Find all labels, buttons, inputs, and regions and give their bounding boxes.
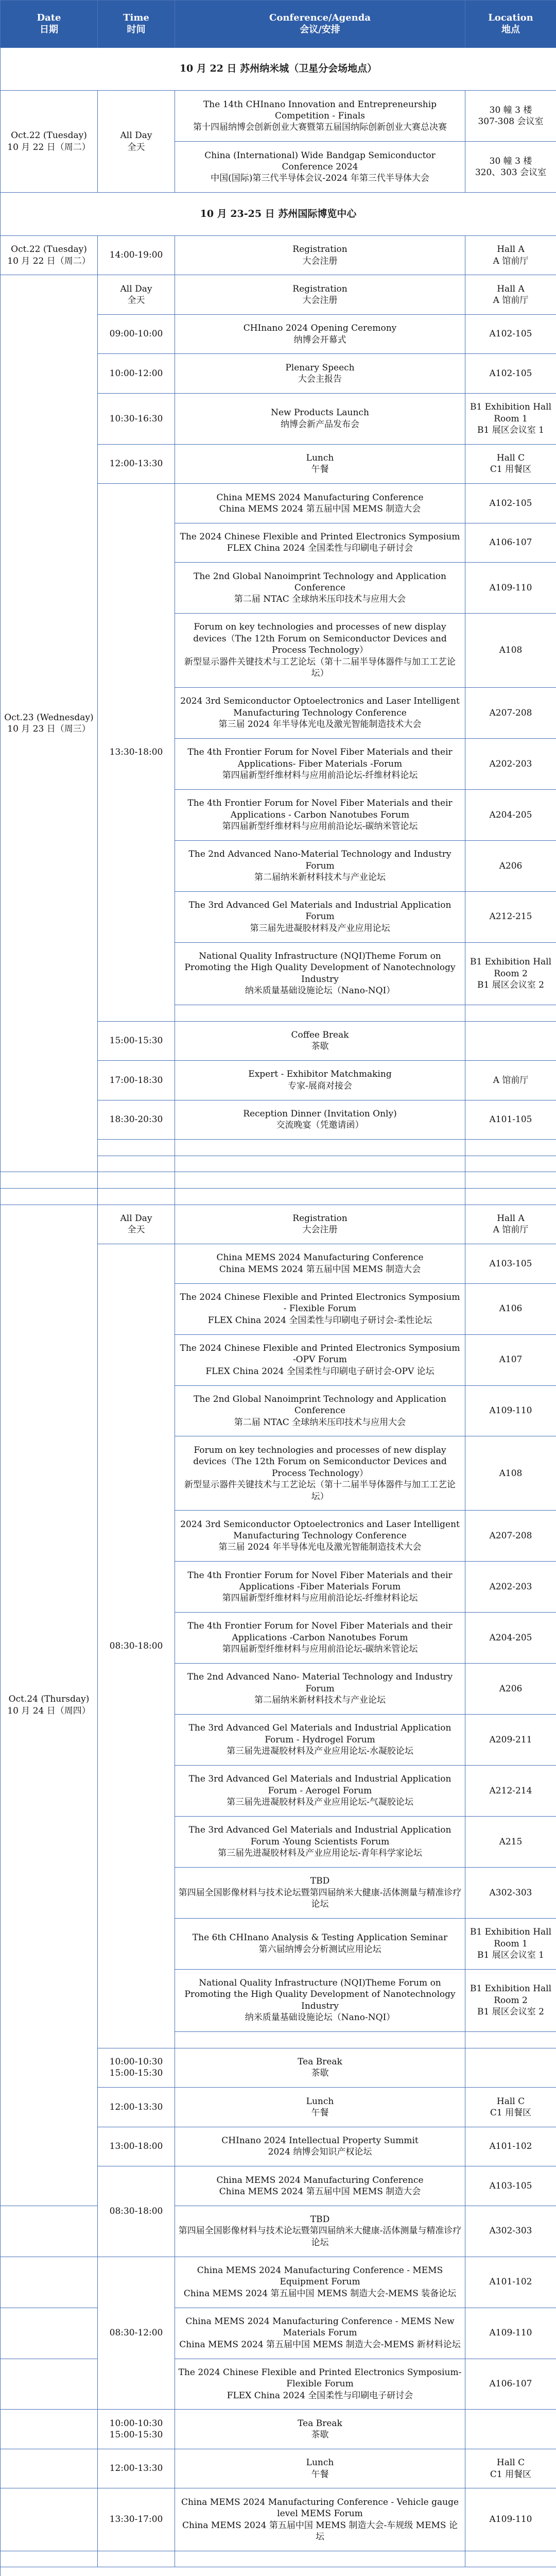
conference-cell [175, 1156, 465, 1172]
conference-cell [175, 1172, 465, 1189]
time-cell: 13:00-18:00 [98, 2127, 175, 2166]
location-cell: A212-215 [465, 891, 556, 942]
location-cell: Hall C C1 用餐区 [465, 2088, 556, 2127]
time-cell: 14:00-19:00 [98, 235, 175, 275]
time-cell: 13:30-17:00 [98, 2488, 175, 2551]
location-cell: A204-205 [465, 789, 556, 840]
conference-cell: China MEMS 2024 Manufacturing Conference - MEMS Equipment Forum China MEMS 2024 第五届中国 MEMS 制造大会-MEMS 装备论坛 [175, 2257, 465, 2308]
table-row [1, 1205, 556, 1244]
conference-cell: The 2nd Global Nanoimprint Technology and Application Conference 第二届 NTAC 全球纳米压印技术与应用大会 [175, 563, 465, 614]
table-header [1, 1, 556, 48]
conference-cell: The 3rd Advanced Gel Materials and Industrial Application Forum -Young Scientists Forum 第三届先进凝胶材料及产业应用论坛-青年科学家论坛 [175, 1816, 465, 1867]
location-cell: A101-105 [465, 1100, 556, 1140]
conference-cell: China MEMS 2024 Manufacturing Conference China MEMS 2024 第五届中国 MEMS 制造大会 [175, 2166, 465, 2206]
location-cell: A109-110 [465, 2308, 556, 2359]
header-time: Time 时间 [98, 1, 175, 48]
location-cell: A109-110 [465, 563, 556, 614]
date-cell [1, 2410, 98, 2449]
time-cell [98, 1189, 175, 1205]
conference-cell [175, 2032, 465, 2048]
table-row [1, 1189, 556, 1205]
time-cell [98, 2551, 175, 2567]
location-cell: A102-105 [465, 354, 556, 394]
location-cell: A106-107 [465, 523, 556, 563]
section-header [1, 193, 556, 236]
location-cell [465, 2032, 556, 2048]
location-cell: A302-303 [465, 1867, 556, 1918]
time-cell: 15:00-15:30 [98, 1021, 175, 1061]
conference-cell: Plenary Speech 大会主报告 [175, 354, 465, 394]
location-cell: B1 Exhibition Hall Room 2 B1 展区会议室 2 [465, 1969, 556, 2031]
conference-cell [175, 2551, 465, 2567]
date-cell: Oct.22 (Tuesday) 10 月 22 日（周二） [1, 235, 98, 275]
table-row [1, 2257, 556, 2308]
table-row [1, 235, 556, 275]
date-cell [1, 2449, 98, 2488]
date-cell [1, 2359, 98, 2410]
date-cell [1, 2206, 98, 2257]
table-row [1, 2488, 556, 2551]
location-cell [465, 2410, 556, 2449]
location-cell: Hall C C1 用餐区 [465, 2449, 556, 2488]
time-cell: 18:30-20:30 [98, 1100, 175, 1140]
table-row [1, 2551, 556, 2567]
conference-cell: Lunch 午餐 [175, 2449, 465, 2488]
conference-cell: Expert - Exhibitor Matchmaking 专家-展商对接会 [175, 1061, 465, 1100]
time-cell: 12:00-13:30 [98, 2449, 175, 2488]
time-cell: 08:30-12:00 [98, 2257, 175, 2410]
conference-cell: The 2024 Chinese Flexible and Printed Electronics Symposium- Flexible Forum FLEX China 2024 全国柔性与印刷电子研讨会 [175, 2359, 465, 2410]
location-cell: A202-203 [465, 738, 556, 789]
location-cell: A209-211 [465, 1715, 556, 1766]
conference-cell: China MEMS 2024 Manufacturing Conference - Vehicle gauge level MEMS Forum China MEMS 2024 第五届中国 MEMS 制造大会-车规级 MEMS 论坛 [175, 2488, 465, 2551]
location-cell [465, 1021, 556, 1061]
location-cell: A207-208 [465, 1511, 556, 1562]
conference-cell: The 6th CHInano Analysis & Testing Application Seminar 第六届纳博会分析测试应用论坛 [175, 1918, 465, 1969]
conference-cell: National Quality Infrastructure (NQI)Theme Forum on Promoting the High Quality Development of Nanotechnology Industry 纳米质量基础设施论坛（Nano-NQI） [175, 1969, 465, 2031]
conference-cell: The 3rd Advanced Gel Materials and Industrial Application Forum - Aerogel Forum 第三届先进凝胶材料及产业应用论坛-气凝胶论坛 [175, 1765, 465, 1816]
conference-cell: The 3rd Advanced Gel Materials and Industrial Application Forum - Hydrogel Forum 第三届先进凝胶材料及产业应用论坛-水凝胶论坛 [175, 1715, 465, 1766]
time-cell: 08:30-18:00 [98, 2166, 175, 2257]
conference-cell [175, 1189, 465, 1205]
location-cell: A202-203 [465, 1562, 556, 1613]
conference-cell: CHInano 2024 Opening Ceremony 纳博会开幕式 [175, 314, 465, 354]
time-cell: 10:00-10:30 15:00-15:30 [98, 2048, 175, 2088]
location-cell: A109-110 [465, 2488, 556, 2551]
conference-cell: 2024 3rd Semiconductor Optoelectronics and Laser Intelligent Manufacturing Technology Conference 第三届 2024 年半导体光电及激光智能制造技术大会 [175, 1511, 465, 1562]
location-cell [465, 2551, 556, 2567]
table-row [1, 275, 556, 315]
conference-cell: Forum on key technologies and processes of new display devices（The 12th Forum on Semiconductor Devices and Process Technology） 新型显示器件关键技术与工艺论坛（第十二届半导体器件与加工工艺论坛） [175, 1436, 465, 1511]
conference-cell: The 2024 Chinese Flexible and Printed Electronics Symposium FLEX China 2024 全国柔性与印刷电子研讨会 [175, 523, 465, 563]
conference-cell: The 3rd Advanced Gel Materials and Industrial Application Forum 第三届先进凝胶材料及产业应用论坛 [175, 891, 465, 942]
conference-cell: The 4th Frontier Forum for Novel Fiber Materials and their Applications -Fiber Materials Forum 第四届新型纤维材料与应用前沿论坛-纤维材料论坛 [175, 1562, 465, 1613]
location-cell: A101-102 [465, 2127, 556, 2166]
section-title [1, 2567, 556, 2576]
conference-cell: Coffee Break 茶歇 [175, 1021, 465, 1061]
conference-cell: Reception Dinner (Invitation Only) 交流晚宴（凭邀请函） [175, 1100, 465, 1140]
location-cell: A212-214 [465, 1765, 556, 1816]
location-cell [465, 1156, 556, 1172]
time-cell: 12:00-13:30 [98, 2088, 175, 2127]
conference-cell: The 2024 Chinese Flexible and Printed Electronics Symposium - Flexible Forum FLEX China 2024 全国柔性与印刷电子研讨会-柔性论坛 [175, 1283, 465, 1334]
location-cell: A215 [465, 1816, 556, 1867]
section-header [1, 2567, 556, 2576]
conference-cell: China MEMS 2024 Manufacturing Conference - MEMS New Materials Forum China MEMS 2024 第五届中国 MEMS 制造大会-MEMS 新材料论坛 [175, 2308, 465, 2359]
conference-cell: National Quality Infrastructure (NQI)Theme Forum on Promoting the High Quality Development of Nanotechnology Industry 纳米质量基础设施论坛（Nano-NQI） [175, 942, 465, 1005]
conference-cell: CHInano 2024 Intellectual Property Summit 2024 纳博会知识产权论坛 [175, 2127, 465, 2166]
date-cell [1, 2551, 98, 2567]
table-row [1, 1172, 556, 1189]
location-cell: Hall A A 馆前厅 [465, 235, 556, 275]
conference-cell: Lunch 午餐 [175, 444, 465, 484]
conference-cell: China (International) Wide Bandgap Semiconductor Conference 2024 中国(国际)第三代半导体会议-2024 年第三代半导体大会 [175, 142, 465, 193]
time-cell: 08:30-18:00 [98, 1244, 175, 2048]
time-cell: 17:00-18:30 [98, 1061, 175, 1100]
time-cell: All Day 全天 [98, 275, 175, 315]
conference-cell: Registration 大会注册 [175, 235, 465, 275]
section-header [1, 47, 556, 91]
time-cell: 13:30-18:00 [98, 484, 175, 1021]
time-cell: 10:00-12:00 [98, 354, 175, 394]
conference-cell: China MEMS 2024 Manufacturing Conference China MEMS 2024 第五届中国 MEMS 制造大会 [175, 484, 465, 523]
conference-cell: The 2024 Chinese Flexible and Printed Electronics Symposium -OPV Forum FLEX China 2024 全国柔性与印刷电子研讨会-OPV 论坛 [175, 1334, 465, 1385]
conference-cell: Registration 大会注册 [175, 275, 465, 315]
conference-cell: China MEMS 2024 Manufacturing Conference China MEMS 2024 第五届中国 MEMS 制造大会 [175, 1244, 465, 1284]
time-cell: 12:00-13:30 [98, 444, 175, 484]
conference-cell: Registration 大会注册 [175, 1205, 465, 1244]
date-cell: Oct.22 (Tuesday) 10 月 22 日（周二） [1, 91, 98, 193]
date-cell [1, 1189, 98, 1205]
location-cell [465, 1140, 556, 1156]
conference-cell: The 2nd Global Nanoimprint Technology and Application Conference 第二届 NTAC 全球纳米压印技术与应用大会 [175, 1385, 465, 1436]
table-row [1, 2308, 556, 2359]
location-cell: A109-110 [465, 1385, 556, 1436]
header-conference: Conference/Agenda 会议/安排 [175, 1, 465, 48]
location-cell: A106 [465, 1283, 556, 1334]
location-cell: B1 Exhibition Hall Room 1 B1 展区会议室 1 [465, 1918, 556, 1969]
conference-cell: The 4th Frontier Forum for Novel Fiber Materials and their Applications- Fiber Materials -Forum 第四届新型纤维材料与应用前沿论坛-纤维材料论坛 [175, 738, 465, 789]
location-cell: 30 幢 3 楼 320、303 会议室 [465, 142, 556, 193]
time-cell [98, 1172, 175, 1189]
table-row [1, 2449, 556, 2488]
date-cell [1, 2308, 98, 2359]
location-cell: 30 幢 3 楼 307-308 会议室 [465, 91, 556, 142]
time-cell [98, 1140, 175, 1156]
time-cell [98, 1156, 175, 1172]
location-cell: A103-105 [465, 2166, 556, 2206]
location-cell: A 馆前厅 [465, 1061, 556, 1100]
conference-cell [175, 1140, 465, 1156]
time-cell: 10:00-10:30 15:00-15:30 [98, 2410, 175, 2449]
date-cell [1, 2488, 98, 2551]
location-cell: A103-105 [465, 1244, 556, 1284]
location-cell: A206 [465, 1664, 556, 1715]
time-cell: 09:00-10:00 [98, 314, 175, 354]
conference-cell: Forum on key technologies and processes of new display devices（The 12th Forum on Semiconductor Devices and Process Technology） 新型显示器件关键技术与工艺论坛（第十二届半导体器件与加工工艺论坛） [175, 614, 465, 688]
location-cell [465, 1172, 556, 1189]
conference-cell: Tea Break 茶歇 [175, 2048, 465, 2088]
location-cell: A302-303 [465, 2206, 556, 2257]
time-cell: All Day 全天 [98, 91, 175, 193]
location-cell [465, 2048, 556, 2088]
conference-cell: The 4th Frontier Forum for Novel Fiber Materials and their Applications - Carbon Nanotubes Forum 第四届新型纤维材料与应用前沿论坛-碳纳米管论坛 [175, 789, 465, 840]
conference-cell: The 14th CHInano Innovation and Entrepreneurship Competition - Finals 第十四届纳博会创新创业大赛暨第五届国纳际创新创业大赛总决赛 [175, 91, 465, 142]
section-title: 10 月 22 日 苏州纳米城（卫星分会场地点） [1, 47, 556, 91]
conference-cell [175, 1005, 465, 1022]
location-cell: B1 Exhibition Hall Room 1 B1 展区会议室 1 [465, 393, 556, 444]
conference-cell: New Products Launch 纳博会新产品发布会 [175, 393, 465, 444]
location-cell: A101-102 [465, 2257, 556, 2308]
location-cell: Hall A A 馆前厅 [465, 275, 556, 315]
header-date: Date 日期 [1, 1, 98, 48]
section-title: 10 月 23-25 日 苏州国际博览中心 [1, 193, 556, 236]
conference-cell: TBD 第四届全国影像材料与技术论坛暨第四届纳米大健康-活体测量与精准诊疗论坛 [175, 2206, 465, 2257]
date-cell: Oct.23 (Wednesday) 10 月 23 日（周三） [1, 275, 98, 1172]
time-cell: All Day 全天 [98, 1205, 175, 1244]
date-cell [1, 1172, 98, 1189]
location-cell [465, 1005, 556, 1022]
location-cell: A108 [465, 614, 556, 688]
location-cell: A206 [465, 840, 556, 891]
conference-cell: Tea Break 茶歇 [175, 2410, 465, 2449]
table-row [1, 2359, 556, 2410]
location-cell: A207-208 [465, 687, 556, 738]
conference-cell: The 4th Frontier Forum for Novel Fiber Materials and their Applications -Carbon Nanotubes Forum 第四届新型纤维材料与应用前沿论坛-碳纳米管论坛 [175, 1613, 465, 1664]
conference-cell: Lunch 午餐 [175, 2088, 465, 2127]
location-cell: Hall C C1 用餐区 [465, 444, 556, 484]
location-cell: B1 Exhibition Hall Room 2 B1 展区会议室 2 [465, 942, 556, 1005]
location-cell [465, 1189, 556, 1205]
location-cell: Hall A A 馆前厅 [465, 1205, 556, 1244]
location-cell: A204-205 [465, 1613, 556, 1664]
header-location: Location 地点 [465, 1, 556, 48]
table-row [1, 91, 556, 142]
location-cell: A102-105 [465, 484, 556, 523]
location-cell: A108 [465, 1436, 556, 1511]
location-cell: A106-107 [465, 2359, 556, 2410]
date-cell [1, 2257, 98, 2308]
conference-cell: The 2nd Advanced Nano- Material Technology and Industry Forum 第二届纳米新材料技术与产业论坛 [175, 1664, 465, 1715]
table-row [1, 2206, 556, 2257]
location-cell: A102-105 [465, 314, 556, 354]
time-cell: 10:30-16:30 [98, 393, 175, 444]
conference-cell: The 2nd Advanced Nano-Material Technology and Industry Forum 第二届纳米新材料技术与产业论坛 [175, 840, 465, 891]
location-cell: A107 [465, 1334, 556, 1385]
conference-cell: TBD 第四届全国影像材料与技术论坛暨第四届纳米大健康-活体测量与精准诊疗论坛 [175, 1867, 465, 1918]
date-cell: Oct.24 (Thursday) 10 月 24 日（周四） [1, 1205, 98, 2206]
table-row [1, 2410, 556, 2449]
conference-cell: 2024 3rd Semiconductor Optoelectronics and Laser Intelligent Manufacturing Technology Conference 第三届 2024 年半导体光电及激光智能制造技术大会 [175, 687, 465, 738]
